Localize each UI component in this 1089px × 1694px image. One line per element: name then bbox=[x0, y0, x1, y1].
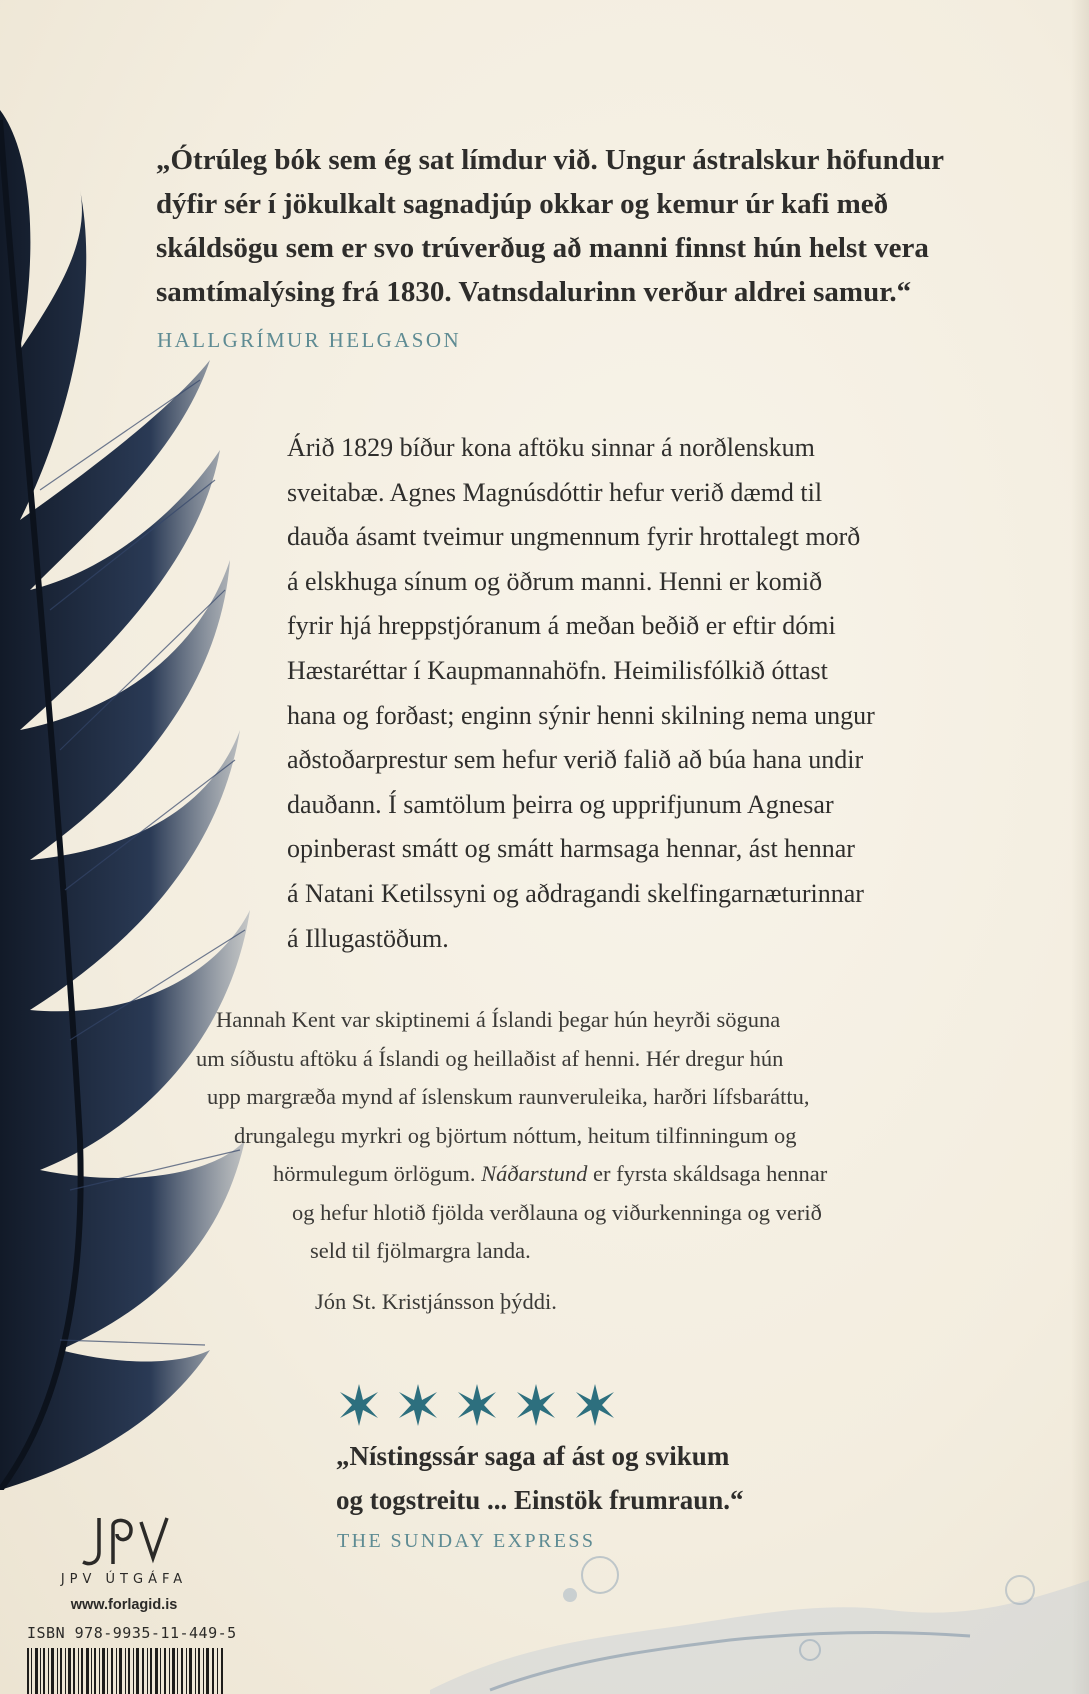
bio-text: er fyrsta skáldsaga hennar bbox=[587, 1161, 828, 1186]
publisher-name: JPV ÚTGÁFA bbox=[60, 1572, 188, 1587]
synopsis-line: Hæstaréttar í Kaupmannahöfn. Heimilisfólkið óttast bbox=[287, 655, 828, 685]
star-icon bbox=[454, 1382, 500, 1428]
translator-credit: Jón St. Kristjánsson þýddi. bbox=[315, 1289, 557, 1314]
star-icon bbox=[395, 1382, 441, 1428]
star-icon bbox=[572, 1382, 618, 1428]
bio-line: Hannah Kent var skiptinemi á Íslandi þegar hún heyrði söguna bbox=[216, 1007, 781, 1032]
bio-line: um síðustu aftöku á Íslandi og heillaðist af henni. Hér dregur hún bbox=[196, 1045, 784, 1071]
star-icon bbox=[513, 1382, 559, 1428]
review-line: og togstreitu ... Einstök frumraun.“ bbox=[336, 1485, 744, 1515]
quote-line: dýfir sér í jökulkalt sagnadjúp okkar og kemur úr kafi með bbox=[156, 188, 889, 220]
bio-line: og hefur hlotið fjölda verðlauna og viðurkenninga og verið bbox=[292, 1199, 822, 1225]
quote-line: „Ótrúleg bók sem ég sat límdur við. Ungur ástralskur höfundur bbox=[156, 144, 944, 176]
bio-line: drungalegu myrkri og björtum nóttum, heitum tilfinningum og bbox=[234, 1122, 797, 1148]
synopsis-text bbox=[287, 426, 987, 961]
quote-line: samtímalýsing frá 1830. Vatnsdalurinn verður aldrei samur.“ bbox=[156, 276, 912, 308]
quote-attribution: HALLGRÍMUR HELGASON bbox=[157, 328, 462, 352]
bio-text: hörmulegum örlögum. bbox=[273, 1161, 482, 1186]
quote-line: skáldsögu sem er svo trúverðug að manni finnst hún helst vera bbox=[156, 232, 929, 264]
bio-line: seld til fjölmargra landa. bbox=[310, 1238, 531, 1263]
synopsis-line: dauðann. Í samtölum þeirra og upprifjunum Agnesar bbox=[287, 789, 834, 819]
review-line: „Nístingssár saga af ást og svikum bbox=[336, 1441, 730, 1471]
synopsis-line: á Natani Ketilssyni og aðdragandi skelfingarnæturinnar bbox=[287, 878, 864, 908]
bio-line: upp margræða mynd af íslenskum raunveruleika, harðri lífsbaráttu, bbox=[207, 1084, 810, 1109]
synopsis-line: á elskhuga sínum og öðrum manni. Henni er komið bbox=[287, 566, 823, 596]
synopsis-line: opinberast smátt og smátt harmsaga hennar, ást hennar bbox=[287, 834, 855, 864]
synopsis-line: Árið 1829 bíður kona aftöku sinnar á norðlenskum bbox=[287, 433, 815, 462]
synopsis-line: sveitabæ. Agnes Magnúsdóttir hefur verið dæmd til bbox=[287, 477, 823, 507]
praise-quote-hallgrimur bbox=[156, 138, 956, 314]
synopsis-line: aðstoðarprestur sem hefur verið falið að búa hana undir bbox=[287, 745, 864, 775]
star-icon bbox=[336, 1382, 382, 1428]
isbn-text: ISBN 978-9935-11-449-5 bbox=[27, 1624, 237, 1642]
synopsis-line: hana og forðast; enginn sýnir henni skilning nema ungur bbox=[287, 700, 875, 730]
jpv-logo-icon bbox=[69, 1512, 179, 1568]
barcode-image bbox=[27, 1648, 227, 1694]
water-splash-illustration bbox=[430, 1540, 1089, 1694]
publisher-website: www.forlagid.is bbox=[70, 1597, 178, 1613]
synopsis-line: dauða ásamt tveimur ungmennum fyrir hrottalegt morð bbox=[287, 522, 861, 552]
book-title: Náðarstund bbox=[481, 1161, 588, 1186]
synopsis-line: á Illugastöðum. bbox=[287, 923, 449, 953]
star-rating bbox=[336, 1382, 618, 1428]
review-attribution: THE SUNDAY EXPRESS bbox=[337, 1530, 596, 1552]
page-edge-shadow bbox=[1071, 0, 1089, 1694]
synopsis-line: fyrir hjá hreppstjóranum á meðan beðið er eftir dómi bbox=[287, 611, 836, 641]
publisher-logo-block bbox=[44, 1512, 204, 1613]
review-quote bbox=[336, 1434, 744, 1522]
bio-line bbox=[273, 1155, 1089, 1194]
author-bio bbox=[0, 1001, 1089, 1271]
